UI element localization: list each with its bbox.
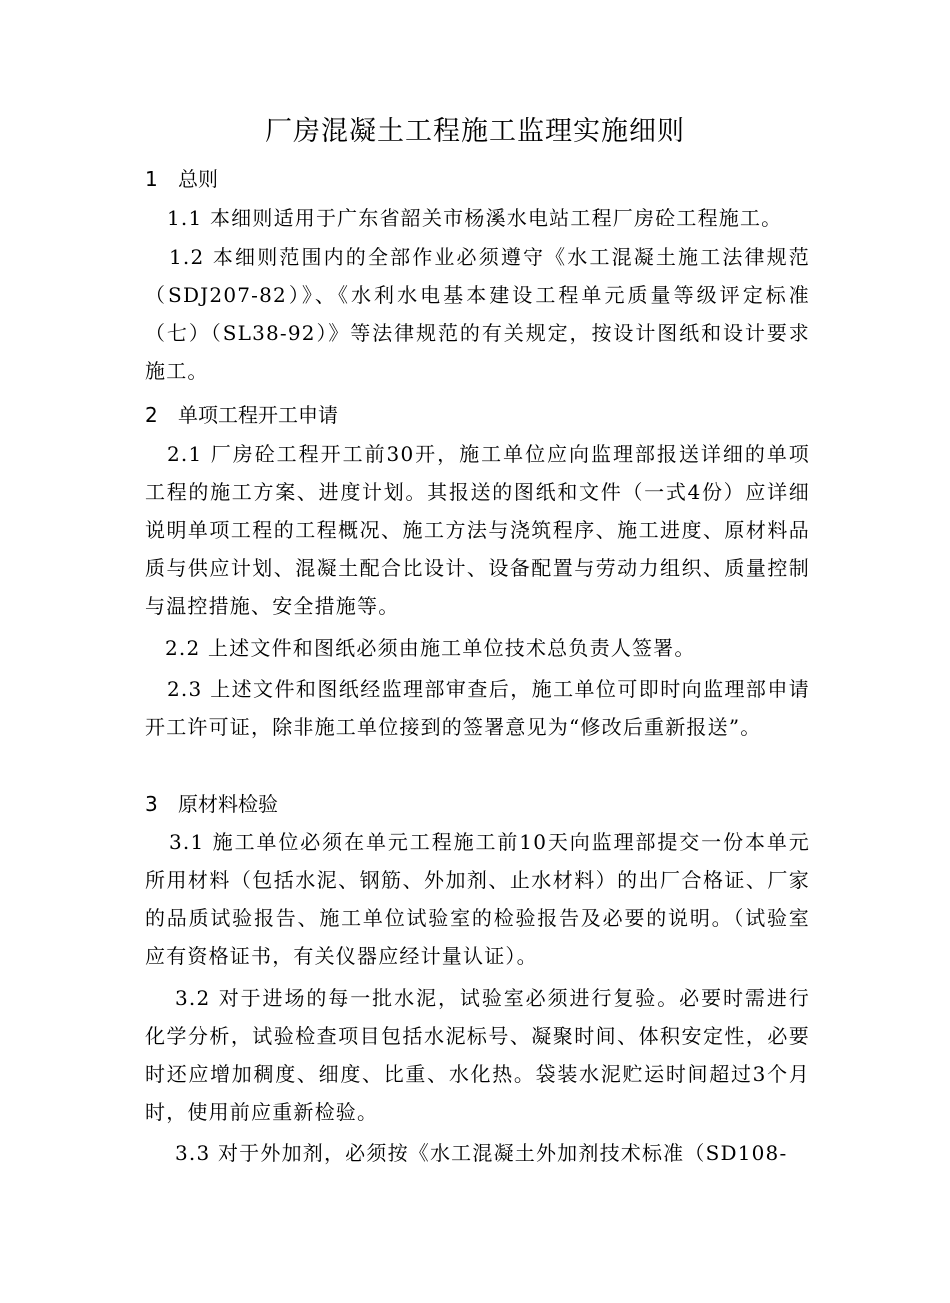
section-heading-text: 总则: [178, 167, 218, 191]
paragraph-1-1: 1.1 本细则适用于广东省韶关市杨溪水电站工程厂房砼工程施工。: [167, 206, 783, 230]
paragraph-2-3: 2.3 上述文件和图纸经监理部审查后，施工单位可即时向监理部申请开工许可证，除非施工单位接到的签署意见为“修改后重新报送”。: [145, 677, 810, 739]
section-heading-text: 原材料检验: [178, 792, 278, 816]
section-heading-3: [145, 790, 278, 818]
paragraph-2-2: 2.2 上述文件和图纸必须由施工单位技术总负责人签署。: [165, 636, 696, 660]
paragraph-3-2: 3.2 对于进场的每一批水泥，试验室必须进行复验。必要时需进行化学分析，试验检查项目包括水泥标号、凝聚时间、体积安定性，必要时还应增加稠度、细度、比重、水化热。袋装水泥贮运时间超过3个月时，使用前应重新检验。: [145, 986, 810, 1124]
paragraph-1-2: 1.2 本细则范围内的全部作业必须遵守《水工混凝土施工法律规范（SDJ207-82）》、《水利水电基本建设工程单元质量等级评定标准（七）（SL38-92）》等法律规范的有关规定，按设计图纸和设计要求施工。: [145, 245, 810, 383]
document-title: 厂房混凝土工程施工监理实施细则: [265, 116, 685, 147]
section-number: 1: [145, 167, 158, 191]
paragraph-3-3: 3.3 对于外加剂，必须按《水工混凝土外加剂技术标准（SD108-: [175, 1141, 788, 1165]
section-heading-1: [145, 165, 218, 193]
section-number: 2: [145, 403, 158, 427]
section-number: 3: [145, 792, 158, 816]
paragraph-2-1: 2.1 厂房砼工程开工前30开，施工单位应向监理部报送详细的单项工程的施工方案、进度计划。其报送的图纸和文件（一式4份）应详细说明单项工程的工程概况、施工方法与浇筑程序、施工进度、原材料品质与供应计划、混凝土配合比设计、设备配置与劳动力组织、质量控制与温控措施、安全措施等。: [145, 442, 810, 618]
section-heading-text: 单项工程开工申请: [178, 403, 338, 427]
paragraph-3-1: 3.1 施工单位必须在单元工程施工前10天向监理部提交一份本单元所用材料（包括水泥、钢筋、外加剂、止水材料）的出厂合格证、厂家的品质试验报告、施工单位试验室的检验报告及必要的说明。（试验室应有资格证书，有关仪器应经计量认证）。: [145, 830, 810, 968]
section-heading-2: [145, 401, 338, 429]
